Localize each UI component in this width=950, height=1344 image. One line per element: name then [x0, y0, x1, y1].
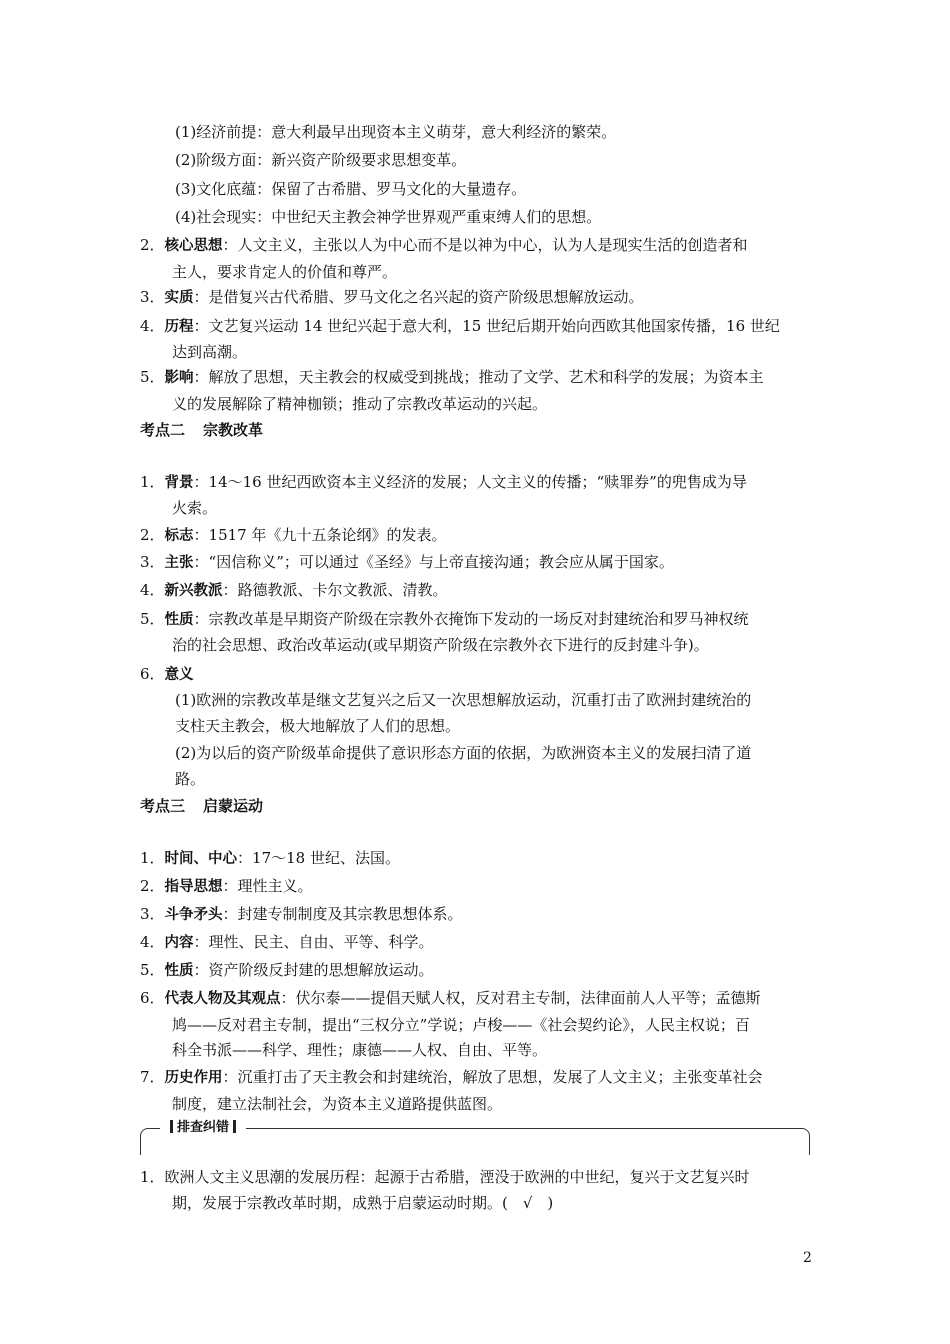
list-item: 3．斗争矛头：封建专制制度及其宗教思想体系。 — [140, 905, 463, 923]
list-item-continuation: 义的发展解除了精神枷锁；推动了宗教改革运动的兴起。 — [172, 395, 548, 413]
meaning-line: 支柱天主教会，极大地解放了人们的思想。 — [175, 717, 461, 735]
sub-item: (2)阶级方面：新兴资产阶级要求思想变革。 — [175, 151, 467, 169]
sub-item: (1)经济前提：意大利最早出现资本主义萌芽，意大利经济的繁荣。 — [175, 123, 617, 141]
sub-item: (4)社会现实：中世纪天主教会神学世界观严重束缚人们的思想。 — [175, 208, 602, 226]
meaning-line: (2)为以后的资产阶级革命提供了意识形态方面的依据，为欧洲资本主义的发展扫清了道 — [175, 744, 752, 762]
list-item: 4．内容：理性、民主、自由、平等、科学。 — [140, 933, 434, 951]
list-item-continuation: 主人，要求肯定人的价值和尊严。 — [172, 263, 398, 281]
section-heading: 考点二 宗教改革 — [140, 421, 264, 439]
section-heading: 考点三 启蒙运动 — [140, 797, 264, 815]
page-number: 2 — [803, 1250, 812, 1266]
list-item: 4．历程：文艺复兴运动 14 世纪兴起于意大利，15 世纪后期开始向西欧其他国家传播，16 世纪 — [140, 317, 780, 335]
list-item: 5．影响：解放了思想，天主教会的权威受到挑战；推动了文学、艺术和科学的发展；为资本主 — [140, 368, 764, 386]
list-item-continuation: 制度，建立法制社会，为资本主义道路提供蓝图。 — [172, 1095, 503, 1113]
list-item: 6．代表人物及其观点：伏尔泰——提倡天赋人权，反对君主专制，法律面前人人平等；孟德斯 — [140, 989, 761, 1007]
list-item: 3．主张：“因信称义”；可以通过《圣经》与上帝直接沟通；教会应从属于国家。 — [140, 553, 674, 571]
list-item: 7．历史作用：沉重打击了天主教会和封建统治，解放了思想，发展了人文主义；主张变革社会 — [140, 1068, 763, 1086]
list-item-continuation: 治的社会思想、政治改革运动(或早期资产阶级在宗教外衣下进行的反封建斗争)。 — [172, 636, 709, 654]
label-bar-right — [233, 1120, 236, 1133]
list-item: 1．时间、中心：17～18 世纪、法国。 — [140, 849, 400, 867]
sub-item: (3)文化底蕴：保留了古希腊、罗马文化的大量遗存。 — [175, 180, 527, 198]
list-item: 2．核心思想：人文主义，主张以人为中心而不是以神为中心，认为人是现实生活的创造者和 — [140, 236, 748, 254]
list-item-continuation: 火索。 — [172, 499, 218, 517]
list-item-continuation: 达到高潮。 — [172, 343, 248, 361]
check-box-label: 排查纠错 — [160, 1119, 246, 1137]
list-item: 3．实质：是借复兴古代希腊、罗马文化之名兴起的资产阶级思想解放运动。 — [140, 288, 644, 306]
check-item-continuation: 期，发展于宗教改革时期，成熟于启蒙运动时期。( √ ) — [172, 1194, 554, 1212]
list-item-continuation: 鸠——反对君主专制，提出“三权分立”学说；卢梭——《社会契约论》，人民主权说；百 — [172, 1016, 750, 1034]
list-item: 2．指导思想：理性主义。 — [140, 877, 313, 895]
list-item: 4．新兴教派：路德教派、卡尔文教派、清教。 — [140, 581, 448, 599]
check-item: 1．欧洲人文主义思潮的发展历程：起源于古希腊，湮没于欧洲的中世纪，复兴于文艺复兴时 — [140, 1168, 750, 1186]
list-item: 5．性质：宗教改革是早期资产阶级在宗教外衣掩饰下发动的一场反对封建统治和罗马神权统 — [140, 610, 749, 628]
list-item: 2．标志：1517 年《九十五条论纲》的发表。 — [140, 526, 447, 544]
label-bar-left — [170, 1120, 173, 1133]
list-item: 5．性质：资产阶级反封建的思想解放运动。 — [140, 961, 434, 979]
meaning-line: (1)欧洲的宗教改革是继文艺复兴之后又一次思想解放运动，沉重打击了欧洲封建统治的 — [175, 691, 752, 709]
list-item-continuation: 科全书派——科学、理性；康德——人权、自由、平等。 — [172, 1041, 548, 1059]
list-item: 1．背景：14～16 世纪西欧资本主义经济的发展；人文主义的传播；“赎罪券”的兜售成为导 — [140, 473, 747, 491]
meaning-line: 路。 — [175, 770, 206, 788]
list-item: 6．意义 — [140, 665, 194, 683]
